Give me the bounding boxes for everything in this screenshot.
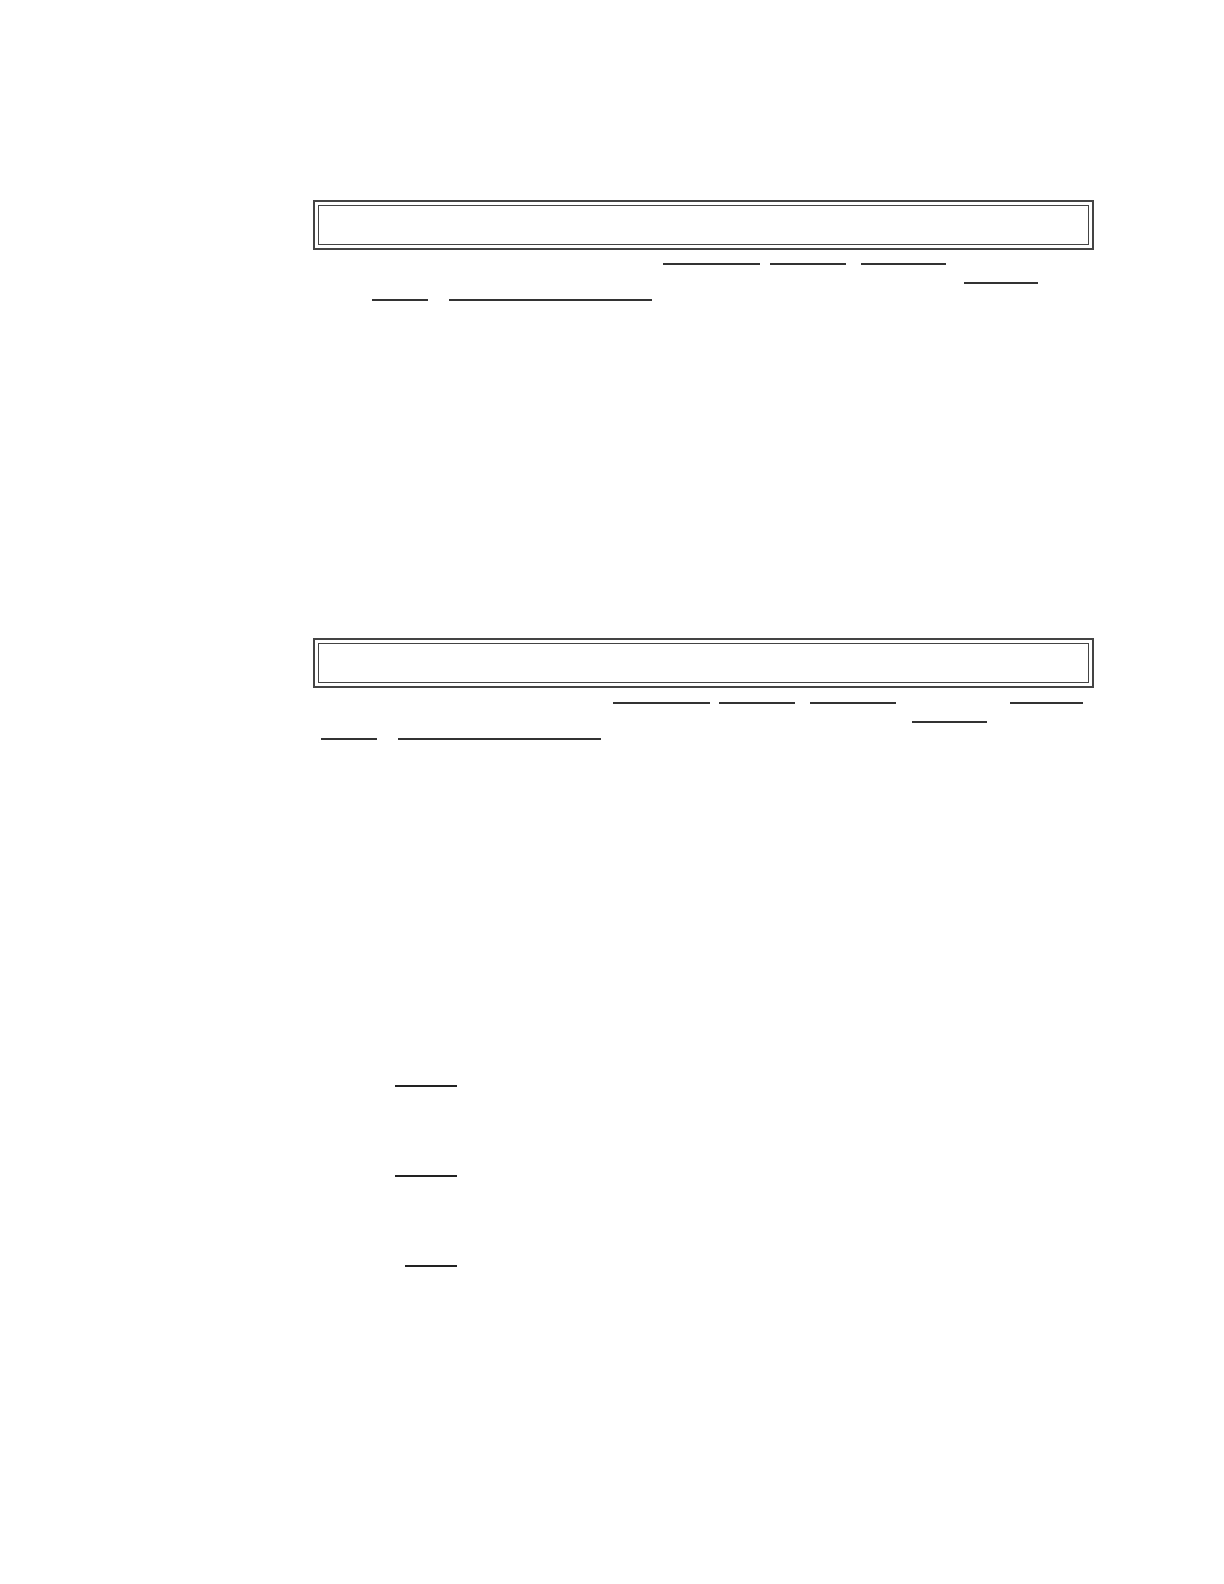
gtd-header-overall <box>1010 700 1083 704</box>
yr-header-change <box>964 280 1038 284</box>
gtd-header-company <box>398 736 601 740</box>
legend-connector-wa <box>405 1265 457 1267</box>
journal-masthead <box>86 108 256 114</box>
year-scoreboard-title <box>318 205 1089 245</box>
gtd-header-rank <box>321 736 377 740</box>
gtd-header-ie <box>613 700 710 704</box>
gtd-scoreboard-title <box>318 643 1089 683</box>
cdj-logo-letters: CDJ <box>204 576 372 877</box>
gtd-header-bii <box>719 700 795 704</box>
yr-header-ie <box>663 261 760 265</box>
yr-header-company <box>449 297 652 301</box>
gtd-header-bonus <box>912 719 987 723</box>
legend-connector-ie <box>395 1085 457 1087</box>
yr-header-bii <box>770 261 846 265</box>
gtd-header-wa <box>810 700 896 704</box>
yr-header-wa <box>861 261 946 265</box>
year-scoreboard-title-box <box>313 200 1094 250</box>
legend-connector-bii <box>395 1175 457 1177</box>
yr-header-rank <box>372 297 428 301</box>
cdj-stripe-logo <box>86 516 372 1390</box>
gtd-scoreboard-title-box <box>313 638 1094 688</box>
